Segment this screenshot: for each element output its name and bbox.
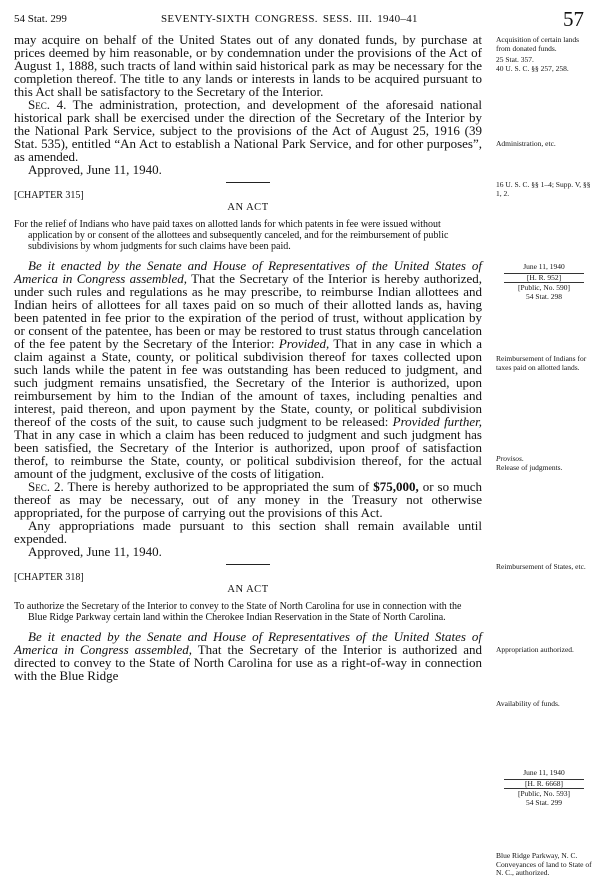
margin-note-reimbursement-states: Reimbursement of States, etc. xyxy=(496,562,586,571)
section-divider xyxy=(226,182,270,183)
bill-number: [H. R. 6668] xyxy=(504,779,584,790)
proviso-word: Provided, xyxy=(278,336,330,351)
continued-section-text: may acquire on behalf of the United States out of any donated funds, by purchase at prices deemed by him reasonable, or by condemnation under the provisions of the Act of August 1, 1888, such tracts of land within said historical park as may be necessary for the completion thereof. The title to any lands or interests in lands to be acquired pursuant to this Act shall be satisfactory to the Secretary of the Interior. xyxy=(14,32,482,99)
margin-note-blue-ridge xyxy=(496,852,592,878)
paragraph-text: That the Secretary of the Interior is authorized and directed to convey to the State of North Carolina for use as a right-of-way in connection with the Blue Ridge xyxy=(14,642,482,683)
section-label: Sec. 4. xyxy=(28,97,67,112)
enacting-clause: Be it enacted by the Senate and House of Representatives of the United States of America in Congress assembled, xyxy=(14,258,482,286)
provisos-label: Provisos. xyxy=(496,454,524,463)
header-congress-session: SEVENTY-SIXTH CONGRESS. SESS. III. 1940–41 xyxy=(161,13,418,25)
section-text: or so much thereof as may be necessary, out of any money in the Treasury not otherwise appropriated, for the purpose of carrying out the provisions of this Act. xyxy=(14,479,482,520)
enacting-paragraph xyxy=(14,259,482,480)
appropriation-amount: $75,000, xyxy=(373,479,419,494)
margin-note-acquisition xyxy=(496,36,592,73)
margin-bill-info-318 xyxy=(496,769,592,807)
margin-note-provisos xyxy=(496,455,592,472)
proviso-word: Provided further, xyxy=(392,414,482,429)
margin-note-reimbursement-indians: Reimbursement of Indians for taxes paid on allotted lands. xyxy=(496,354,587,372)
section-divider xyxy=(226,564,270,565)
note-citation: 40 U. S. C. §§ 257, 258. xyxy=(496,63,569,73)
public-law-number: [Public, No. 593] xyxy=(517,789,571,798)
section-2-paragraph xyxy=(14,480,482,519)
blue-ridge-note: Blue Ridge Parkway, N. C. xyxy=(496,851,578,860)
main-text-column xyxy=(14,33,482,682)
paragraph-text: That in any case in which a claim has been reduced to judgment and such judgment has been satisfied, the Secretary of the Interior is authorized, upon proof of satisfaction therof, to reimburse the State, county, or political subdivision thereof, for the actual amount of the judgment, exclusive of the costs of litigation. xyxy=(14,427,482,481)
note-title: Acquisition of certain lands from donated funds. xyxy=(496,35,580,53)
section-text: The administration, protection, and development of the aforesaid national historical park shall be exercised under the direction of the Secretary of the Interior by the National Park Service, subject to the provisions of the Act of August 25, 1916 (39 Stat. 535), entitled “An Act to establish a National Park Service, and for other purposes”, as amended. xyxy=(14,97,483,164)
margin-bill-info-315 xyxy=(496,263,592,301)
public-law-number: [Public, No. 590] xyxy=(517,283,571,292)
margin-note-appropriation: Appropriation authorized. xyxy=(496,645,574,654)
act-heading: AN ACT xyxy=(227,202,269,213)
header-citation: 54 Stat. 299 xyxy=(14,13,67,25)
margin-note-usc: 16 U. S. C. §§ 1–4; Supp. V, §§ 1, 2. xyxy=(496,180,591,198)
statute-citation: 54 Stat. 298 xyxy=(525,291,563,301)
act-purpose: For the relief of Indians who have paid taxes on allotted lands for which patents in fee were issued without application by or consent of the allottees and subsequently canceled, and for the reimbursement of public subdivisions by whom judgments for such claims have been paid. xyxy=(14,219,449,252)
paragraph-text: That in any case in which a claim against a State, county, or political subdivision thereof for taxes collected upon such lands while the patent in fee was outstanding has been reduced to judgment, and such judgment remains unsatisfied, the Secretary of the Interior is authorized, upon reimbursement by him to the Indian of the amount of taxes, including penalties and interest, paid thereon, and upon payment by the State, county, or political subdivision thereof of the costs of the suit, to cause such judgment to be released: xyxy=(14,336,482,429)
release-note: Release of judgments. xyxy=(496,462,563,472)
section-text: There is hereby authorized to be appropriated the sum of xyxy=(63,479,374,494)
approval-date: Approved, June 11, 1940. xyxy=(28,544,162,559)
chapter-label: [CHAPTER 318] xyxy=(14,572,84,583)
section-4-paragraph xyxy=(14,98,482,163)
availability-paragraph: Any appropriations made pursuant to this section shall remain available until expended. xyxy=(14,518,482,546)
bill-date: June 11, 1940 xyxy=(523,768,565,777)
paragraph-text: That the Secretary of the Interior is hereby authorized, under such rules and regulations as he may prescribe, to reimburse Indian allottees and Indian heirs of allottees for all taxes paid on so much of their allotted lands as, having been patented in fee prior to the expiration of the period of trust, without application by or consent of the patentee, has been or may be restored to trust status through cancelation of the fee patent by the Secretary of the Interior: xyxy=(14,271,482,351)
margin-note-availability: Availability of funds. xyxy=(496,699,560,708)
running-header xyxy=(14,7,584,31)
bill-number: [H. R. 952] xyxy=(504,273,584,284)
approval-date: Approved, June 11, 1940. xyxy=(28,162,162,177)
enacting-paragraph xyxy=(14,630,482,682)
act-purpose: To authorize the Secretary of the Interior to convey to the State of North Carolina for use in connection with the Blue Ridge Parkway certain land within the Cherokee Indian Reservation in the State of North Carolina. xyxy=(14,601,462,623)
enacting-clause: Be it enacted by the Senate and House of Representatives of the United States of America in Congress assembled, xyxy=(14,629,482,657)
page-number: 57 xyxy=(563,7,584,31)
section-label: Sec. 2. xyxy=(28,479,64,494)
margin-note-administration: Administration, etc. xyxy=(496,139,556,148)
statute-citation: 54 Stat. 299 xyxy=(525,797,563,807)
act-heading: AN ACT xyxy=(227,584,269,595)
note-citation: 25 Stat. 357. xyxy=(496,55,534,64)
bill-date: June 11, 1940 xyxy=(523,262,565,271)
conveyance-note: Conveyances of land to State of N. C., authorized. xyxy=(496,859,592,877)
chapter-label: [CHAPTER 315] xyxy=(14,190,84,201)
